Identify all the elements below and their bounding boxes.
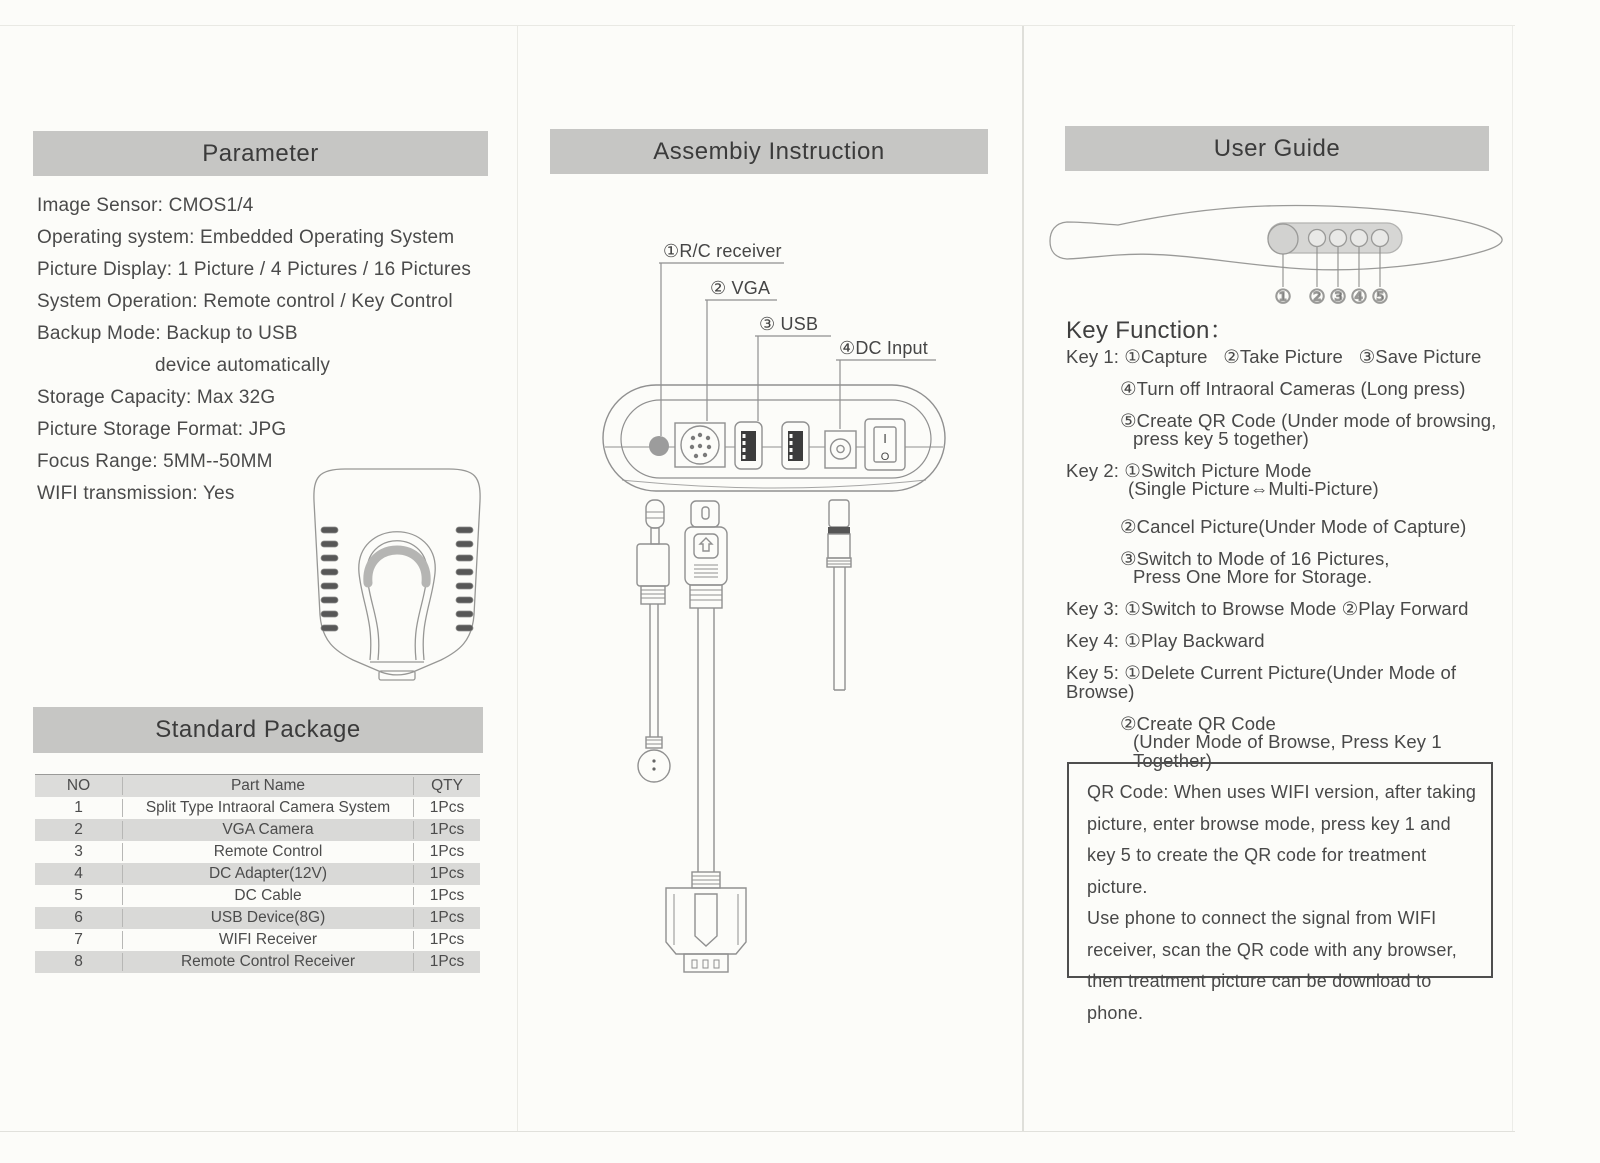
parameter-line: Focus Range: 5MM--50MM <box>37 451 273 472</box>
usb-port-1-icon <box>735 422 762 469</box>
vga-label: ② VGA <box>710 278 771 298</box>
usb-port-2-icon <box>782 422 809 469</box>
button-2 <box>1309 230 1326 247</box>
button-number-5: ⑤ <box>1371 287 1389 308</box>
paper-top-edge <box>0 25 1515 26</box>
table-row <box>35 929 480 951</box>
camera-vga-cable-drawing <box>666 501 746 972</box>
button-4 <box>1351 230 1368 247</box>
cell-part: DC Adapter(12V) <box>122 865 414 883</box>
callout-dc-input <box>836 338 936 429</box>
paper-bottom-edge <box>0 1131 1515 1132</box>
key-function-line: ②Create QR Code <box>1120 713 1276 734</box>
cell-part: Remote Control Receiver <box>122 953 414 971</box>
key-function-list <box>1066 347 1512 770</box>
table-header-row <box>35 775 480 797</box>
table-body <box>35 797 480 973</box>
key-function-line: (Single Picture⇔Multi-Picture) <box>1128 478 1379 499</box>
callout-usb <box>755 314 831 421</box>
parameter-title: Parameter <box>202 139 319 167</box>
package-table <box>35 774 480 973</box>
cradle-gray-arc <box>368 550 426 583</box>
parameter-list <box>37 190 487 510</box>
dc-cable-drawing <box>827 500 851 690</box>
table-row <box>35 951 480 973</box>
cell-no: 4 <box>74 865 83 882</box>
key-function-line: ②Cancel Picture(Under Mode of Capture) <box>1120 516 1467 537</box>
vga-din-port-icon <box>675 423 725 467</box>
qr-note-box <box>1067 762 1493 1023</box>
power-off-mark: O <box>880 451 890 463</box>
cell-no: 1 <box>74 799 83 816</box>
cell-qty: 1Pcs <box>429 821 465 838</box>
cell-qty: 1Pcs <box>429 865 465 882</box>
key-function-line: Press One More for Storage. <box>1133 566 1373 587</box>
table-row <box>35 907 480 929</box>
dc-input-jack-icon <box>825 431 856 468</box>
camera-cradle-drawing <box>307 463 487 681</box>
table-row <box>35 797 480 819</box>
button-number-4: ④ <box>1350 287 1368 308</box>
ir-receiver-window-icon <box>649 436 669 456</box>
cell-part: Remote Control <box>122 843 414 861</box>
key-function-line: Key 1: ①Capture ②Take Picture ③Save Picture <box>1066 346 1482 367</box>
parameter-line: Picture Storage Format: JPG <box>37 419 287 440</box>
column-header-part: Part Name <box>122 777 414 795</box>
cell-no: 2 <box>74 821 83 838</box>
cell-qty: 1Pcs <box>429 953 465 970</box>
parameter-line: Backup Mode: Backup to USB <box>37 323 298 344</box>
cell-no: 3 <box>74 843 83 860</box>
button-number-1: ① <box>1274 287 1292 308</box>
parameter-line: WIFI transmission: Yes <box>37 483 235 504</box>
cell-part: VGA Camera <box>122 821 414 839</box>
power-switch-icon <box>865 419 905 470</box>
vga-connector-drawing <box>666 888 746 972</box>
cell-qty: 1Pcs <box>429 843 465 860</box>
cradle-vent-slots-left <box>321 527 338 631</box>
cell-qty: 1Pcs <box>429 931 465 948</box>
cell-part: WIFI Receiver <box>122 931 414 949</box>
cell-qty: 1Pcs <box>429 909 465 926</box>
assembly-diagram <box>558 200 978 1000</box>
cradle-vent-slots-right <box>456 527 473 631</box>
parameter-line: Image Sensor: CMOS1/4 <box>37 195 254 216</box>
key-function-line: Key 2: ①Switch Picture Mode <box>1066 460 1312 481</box>
table-row <box>35 819 480 841</box>
cell-part: USB Device(8G) <box>122 909 414 927</box>
qr-note-line: receiver, scan the QR code with any browser, <box>1087 939 1457 960</box>
table-row <box>35 863 480 885</box>
cell-no: 8 <box>74 953 83 970</box>
power-on-mark: I <box>883 431 887 446</box>
qr-note-line: QR Code: When uses WIFI version, after taking <box>1087 782 1477 802</box>
qr-note-line: picture, enter browse mode, press key 1 and <box>1087 813 1451 834</box>
parameter-line: Operating system: Embedded Operating System <box>37 227 455 248</box>
key-function-line: ④Turn off Intraoral Cameras (Long press) <box>1120 378 1466 399</box>
user-guide-title: User Guide <box>1213 134 1341 162</box>
column-header-qty: QTY <box>431 777 463 794</box>
parameter-line: device automatically <box>155 355 331 376</box>
key-function-line: Key 3: ①Switch to Browse Mode ②Play Forward <box>1066 598 1469 619</box>
button-3 <box>1330 230 1347 247</box>
key-function-line: ⑤Create QR Code (Under mode of browsing, <box>1120 410 1497 431</box>
button-number-labels <box>1274 287 1388 308</box>
button-5 <box>1372 230 1389 247</box>
assembly-section-header <box>550 129 988 174</box>
parameter-line: Picture Display: 1 Picture / 4 Pictures / 16 Pictures <box>37 259 472 280</box>
arrow-up-icon <box>700 538 712 551</box>
key-function-line: Key 5: ①Delete Current Picture(Under Mode of Browse) <box>1066 662 1462 702</box>
qr-note-line: then treatment picture can be download to phone. <box>1087 971 1432 1023</box>
callout-rc-receiver <box>659 241 784 436</box>
parameter-line: System Operation: Remote control / Key Control <box>37 291 453 312</box>
paper-right-edge <box>1512 26 1513 1132</box>
cradle-outline <box>314 469 480 675</box>
fold-line-left <box>517 26 518 1132</box>
dc-input-label: ④DC Input <box>839 338 928 358</box>
camera-handpiece-drawing <box>1040 195 1510 313</box>
cell-qty: 1Pcs <box>429 887 465 904</box>
parameter-section-header <box>33 131 488 176</box>
cell-qty: 1Pcs <box>429 799 465 816</box>
cell-no: 7 <box>74 931 83 948</box>
cell-no: 5 <box>74 887 83 904</box>
fold-line-right <box>1022 26 1024 1132</box>
table-row <box>35 885 480 907</box>
key-function-line: Key 4: ①Play Backward <box>1066 630 1265 651</box>
key-function-heading: Key Function： <box>1066 317 1234 344</box>
usb-label: ③ USB <box>759 314 819 334</box>
rc-receiver-label: ①R/C receiver <box>663 241 782 261</box>
cell-no: 6 <box>74 909 83 926</box>
cell-part: Split Type Intraoral Camera System <box>122 799 414 817</box>
assembly-title: Assembiy Instruction <box>653 137 885 165</box>
key-function-line: press key 5 together) <box>1133 428 1309 449</box>
parameter-line: Storage Capacity: Max 32G <box>37 387 276 408</box>
key-function-line: ③Switch to Mode of 16 Pictures, <box>1120 548 1390 569</box>
button-number-2: ② <box>1308 287 1326 308</box>
button-1 <box>1268 224 1298 254</box>
qr-note-line: key 5 to create the QR code for treatment picture. <box>1087 845 1427 897</box>
button-number-3: ③ <box>1329 287 1347 308</box>
user-guide-section-header <box>1065 126 1489 171</box>
qr-note-line: Use phone to connect the signal from WIFI <box>1087 908 1437 928</box>
rc-receiver-cable-drawing <box>637 500 670 782</box>
package-section-header <box>33 707 483 753</box>
package-title: Standard Package <box>155 716 361 743</box>
column-header-no: NO <box>66 777 91 794</box>
key-function-line: (Under Mode of Browse, Press Key 1 Together) <box>1133 731 1447 771</box>
table-row <box>35 841 480 863</box>
cell-part: DC Cable <box>122 887 414 905</box>
